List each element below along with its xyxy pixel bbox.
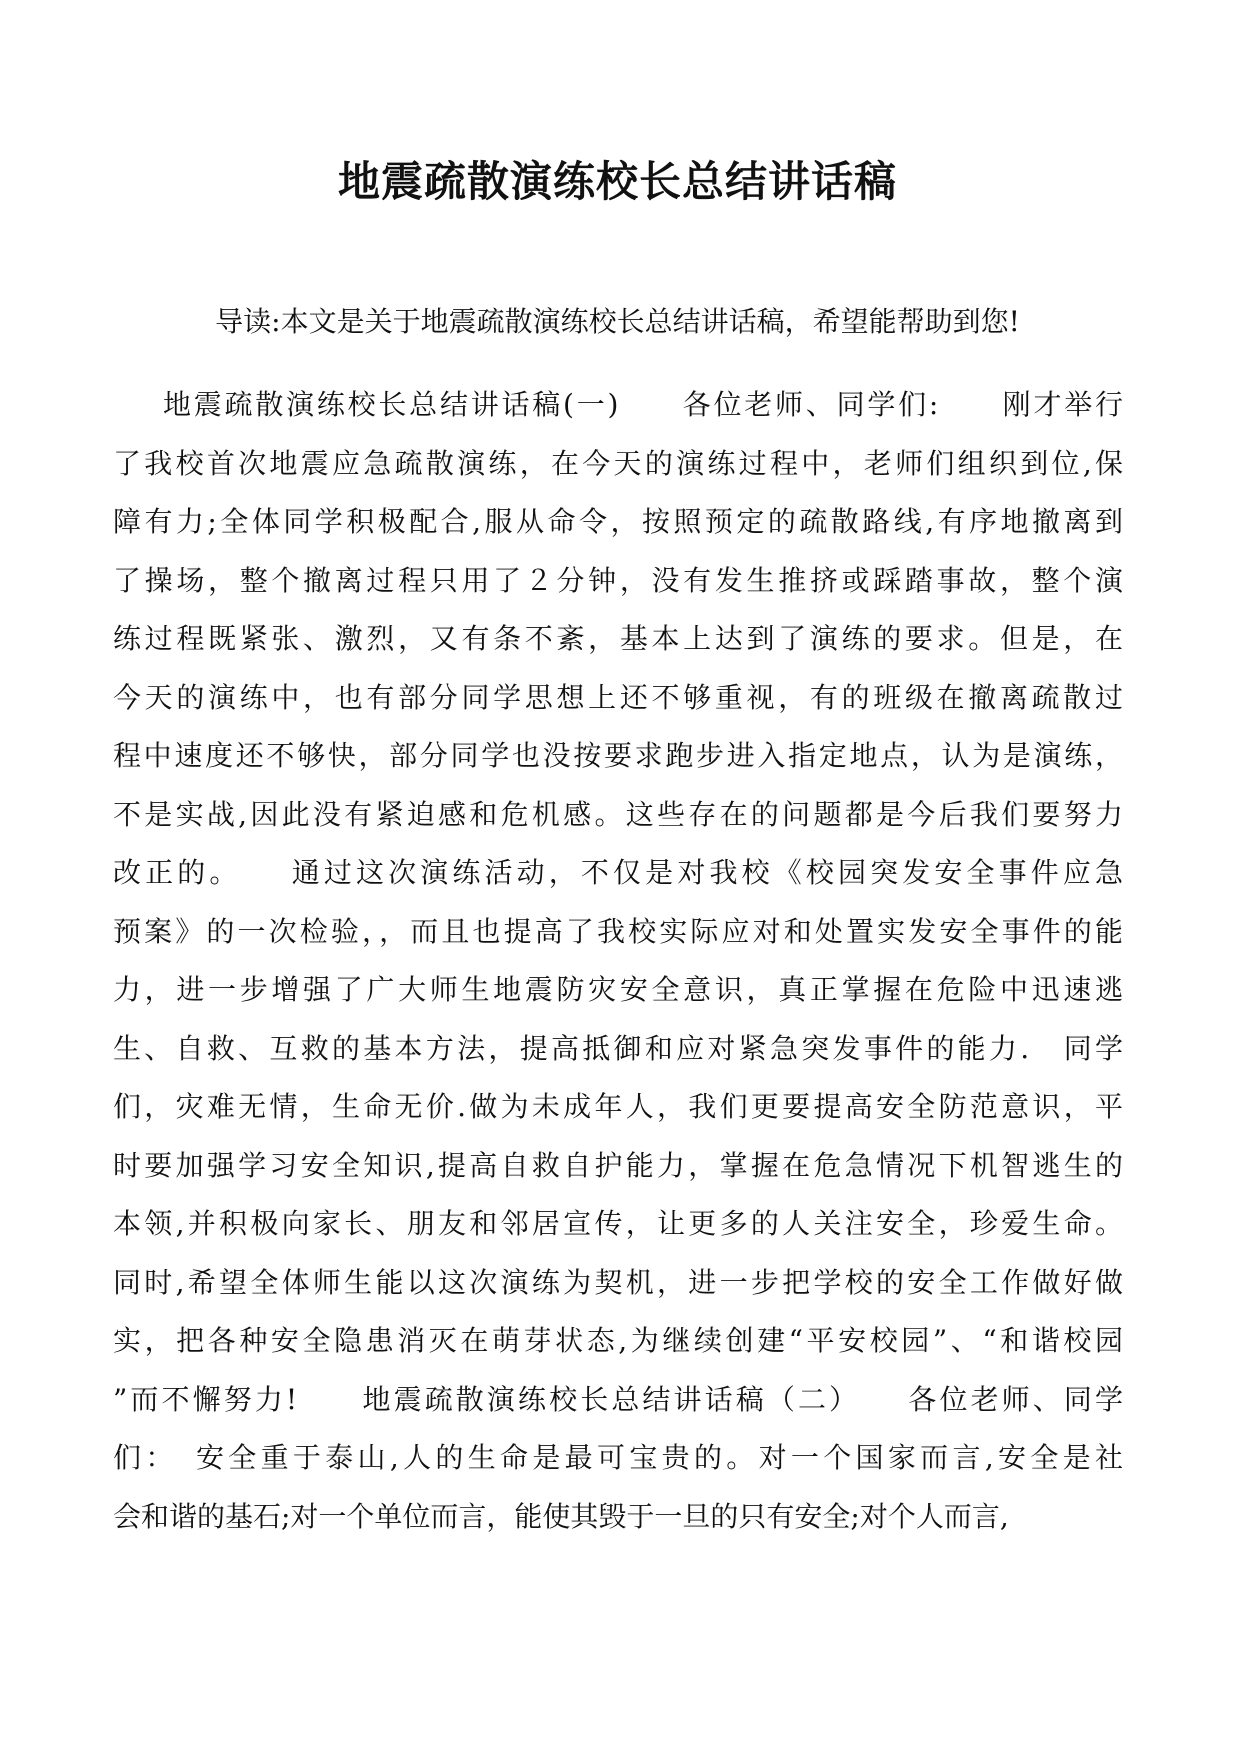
body-line: 了我校首次地震应急疏散演练，在今天的演练过程中，老师们组织到位,保 — [113, 446, 1123, 480]
body-line: 同时,希望全体师生能以这次演练为契机，进一步把学校的安全工作做好做 — [113, 1265, 1123, 1299]
body-line: 改正的。 通过这次演练活动，不仅是对我校《校园突发安全事件应急 — [113, 856, 1123, 889]
intro-text: 导读:本文是关于地震疏散演练校长总结讲话稿，希望能帮助到您! — [215, 305, 1020, 338]
body-line: 时要加强学习安全知识,提高自救自护能力，掌握在危急情况下机智逃生的 — [113, 1148, 1123, 1182]
body-line: 地震疏散演练校长总结讲话稿(一) 各位老师、同学们: 刚才举行 — [163, 388, 1123, 421]
body-line: 练过程既紧张、激烈，又有条不紊，基本上达到了演练的要求。但是，在 — [113, 622, 1123, 655]
body-line: 们： 安全重于泰山,人的生命是最可宝贵的。对一个国家而言,安全是社 — [113, 1441, 1123, 1474]
body-line: 本领,并积极向家长、朋友和邻居宣传，让更多的人关注安全，珍爱生命。 — [113, 1207, 1123, 1240]
body-line: 程中速度还不够快，部分同学也没按要求跑步进入指定地点，认为是演练， — [113, 739, 1123, 772]
body-line: 今天的演练中，也有部分同学思想上还不够重视，有的班级在撤离疏散过 — [113, 680, 1123, 714]
body-text — [113, 376, 1123, 1546]
body-line: 障有力;全体同学积极配合,服从命令，按照预定的疏散路线,有序地撤离到 — [113, 505, 1123, 538]
document-title: 地震疏散演练校长总结讲话稿 — [337, 157, 897, 206]
body-line: 了操场，整个撤离过程只用了２分钟，没有发生推挤或踩踏事故，整个演 — [113, 563, 1123, 597]
body-line: 力，进一步增强了广大师生地震防灾安全意识，真正掌握在危险中迅速逃 — [113, 973, 1123, 1006]
body-line: 不是实战,因此没有紧迫感和危机感。这些存在的问题都是今后我们要努力 — [113, 797, 1123, 831]
body-line: 预案》的一次检验，，而且也提高了我校实际应对和处置实发安全事件的能 — [113, 914, 1123, 948]
body-line: ”而不懈努力! 地震疏散演练校长总结讲话稿（二） 各位老师、同学 — [113, 1382, 1123, 1416]
body-line: 们，灾难无情，生命无价.做为未成年人，我们更要提高安全防范意识，平 — [113, 1090, 1123, 1123]
body-line: 实，把各种安全隐患消灭在萌芽状态,为继续创建“平安校园”、“和谐校园 — [113, 1324, 1123, 1357]
body-line: 生、自救、互救的基本方法，提高抵御和应对紧急突发事件的能力. 同学 — [113, 1031, 1123, 1065]
body-line: 会和谐的基石;对一个单位而言，能使其毁于一旦的只有安全;对个人而言, — [113, 1499, 1009, 1533]
